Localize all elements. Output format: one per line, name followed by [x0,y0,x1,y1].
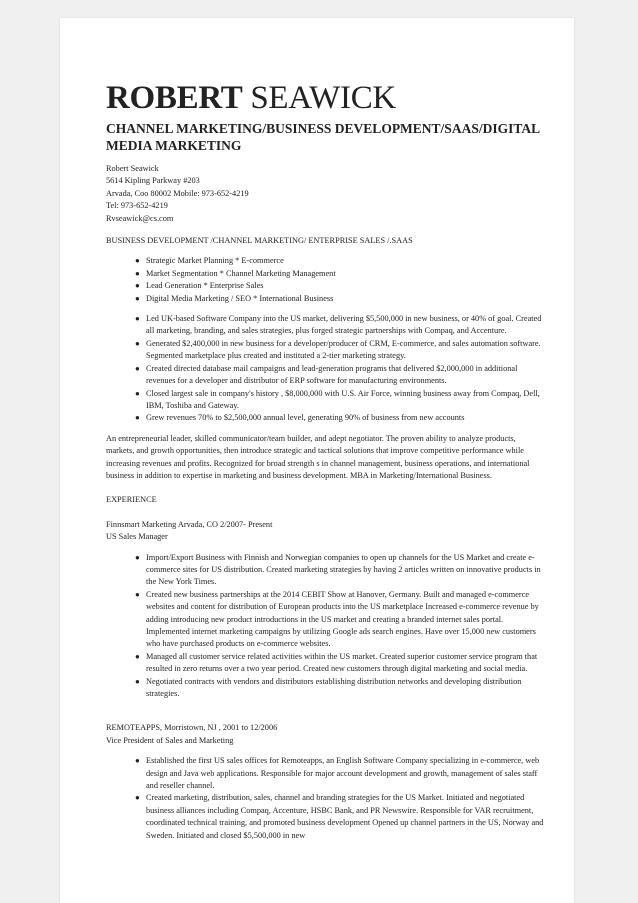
list-item: ● Market Segmentation * Channel Marketing Management [146,268,546,280]
list-item: ● Generated $2,400,000 in new business for a developer/producer of CRM, E-commerce, and sales automation software. Segmented marketplace plus created and instituted a 2-tier marketing strategy. [135,338,541,361]
list-item: ● Strategic Market Planning * E-commerce [146,255,546,267]
name-first: ROBERT [106,80,243,116]
bullet-icon: ● [135,651,140,661]
contact-block [106,163,546,225]
headline: CHANNEL MARKETING/BUSINESS DEVELOPMENT/SAAS/DIGITAL MEDIA MARKETING [106,121,540,153]
list-item: ● Created new business partnerships at the 2014 CEBIT Show at Hanover, Germany. Built and managed e-commerce websites and content for distribution of European products into the US marketplace Increased e-commerce revenue by adding introducing new product introductions in the US market and creating a branded internet sales portal. Implemented internet marketing campaigns by utilizing Google ads search engines. Have over 15,000 new customers who have purchased products on e-commerce websites. [135,589,539,649]
contact-address: 5614 Kipling Parkway #203 [106,176,200,186]
summary-heading: BUSINESS DEVELOPMENT /CHANNEL MARKETING/ ENTERPRISE SALES /.SAAS [106,236,413,246]
job-bullets [106,552,546,701]
bullet-icon: ● [135,388,140,398]
contact-name: Robert Seawick [106,164,159,173]
resume-page [60,18,574,903]
contact-tel: Tel: 973-652-4219 [106,201,168,211]
bullet-icon: ● [135,552,140,562]
bullet-icon: ● [135,338,140,348]
list-item: ● Established the first US sales offices for Remoteapps, an English Software Company specializing in e-commerce, web design and Java web applications. Responsible for major account development and growth, management of sales staff and reseller channel. [135,756,540,791]
contact-email: Rvseawick@cs.com [106,213,174,223]
profile-paragraph: An entrepreneurial leader, skilled communicator/team builder, and adept negotiator. The proven ability to analyze products, markets, and growth opportunities, then introduce strategic and tactical solutions that improve competitive performance while increasing revenues and profits. Recognized for broad strength s in channel management, business operations, and international business in addition to expertise in marketing and business development. MBA in Marketing/International Business. [106,433,530,480]
list-item: ● Digital Media Marketing / SEO * International Business [146,293,546,305]
job-bullets [106,755,546,842]
bullet-icon: ● [135,793,140,803]
list-item: ● Negotiated contracts with vendors and distributors establishing distribution networks and developing distribution strategies. [135,676,522,699]
list-item: ● Lead Generation * Enterprise Sales [146,280,546,292]
job-remoteapps [106,722,546,842]
list-item: ● Closed largest sale in company's history , $8,000,000 with U.S. Air Force, winning business away from Compaq, Dell, IBM, Toshiba and Gateway. [135,388,540,410]
bullet-icon: ● [135,676,140,686]
list-item: ● Led UK-based Software Company into the US market, delivering $5,500,000 in new business, or 40% of goal. Created all marketing, branding, and sales strategies, plus forged strategic partnerships with Compaq, and Accenture. [135,314,542,336]
candidate-name [106,80,546,116]
bullet-icon: ● [135,293,140,303]
experience-heading: EXPERIENCE [106,495,157,505]
bullet-icon: ● [135,363,140,373]
list-item: ● Grew revenues 70% to $2,500,000 annual level, generating 90% of business from new accounts [146,412,546,424]
list-item: ● Managed all customer service related activities within the US market. Created superior customer service program that resulted in zero returns over a two year period. Created new customers through digital marketing and social media. [135,651,538,674]
bullet-icon: ● [135,756,140,766]
bullet-icon: ● [135,589,140,599]
job-company: Finnsmart Marketing Arvada, CO 2/2007- Present [106,519,273,529]
job-title: US Sales Manager [106,532,168,542]
bullet-icon: ● [135,256,140,266]
contact-city-mobile: Arvada, Coo 80002 Mobile: 973-652-4219 [106,188,249,198]
name-last: SEAWICK [250,80,396,116]
bullet-icon: ● [135,314,140,324]
list-item: ● Created directed database mail campaigns and lead-generation programs that delivered $2,000,000 in additional revenues for a developer and distributor of ERP software for manufacturing environments. [135,363,518,386]
list-item: ● Created marketing, distribution, sales, channel and branding strategies for the US Market. Initiated and negotiated business alliances including Compaq, Accenture, HSBC Bank, and PR Newswire. Responsible for VAR recruitment, coordinated technical training, and promoted business development Opened up channel partners in the US, Norway and Sweden. Initiated and closed $5,500,000 in new [135,793,544,840]
job-company: REMOTEAPPS, Morristown, NJ , 2001 to 12/2006 [106,723,278,733]
achievements-list [106,313,546,425]
bullet-icon: ● [135,413,140,423]
resume-content [106,80,546,842]
bullet-icon: ● [135,268,140,278]
job-finnsmart [106,519,546,701]
job-title: Vice President of Sales and Marketing [106,735,234,745]
bullet-icon: ● [135,281,140,291]
list-item: ● Import/Export Business with Finnish and Norwegian companies to open up channels for the US Market and create e-commerce sites for US distribution. Created marketing strategies by having 2 articles written on innovative products in the New York Times. [135,552,541,587]
skills-list [106,255,546,305]
